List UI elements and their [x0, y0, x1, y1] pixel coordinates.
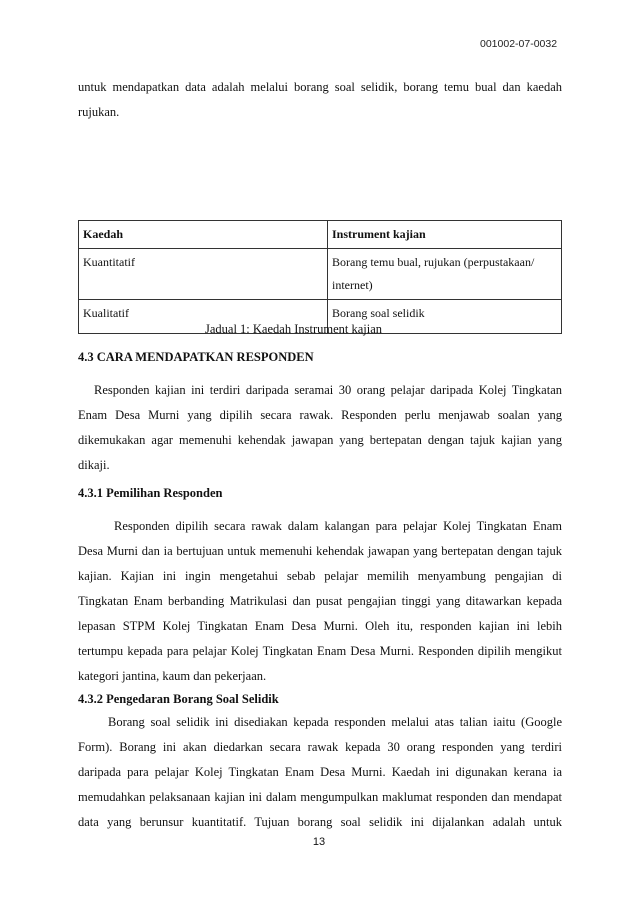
text-line: Borang soal selidik ini disediakan kepada responden melalui atas talian iaitu (Google: [108, 715, 562, 729]
text-line: Tingkatan Enam berbanding Matrikulasi dan pusat pengajian tinggi yang ditawarkan kepada: [78, 594, 562, 608]
table-cell: Kuantitatif: [79, 249, 328, 300]
subsection-heading: 4.3.1 Pemilihan Responden: [78, 486, 223, 500]
text-line: Responden kajian ini terdiri daripada seramai 30 orang pelajar daripada Kolej Tingkatan: [94, 383, 562, 397]
section-heading: 4.3 CARA MENDAPATKAN RESPONDEN: [78, 350, 314, 364]
table-cell: [328, 249, 562, 300]
table-cell: Kualitatif: [79, 300, 328, 334]
text-line: memudahkan pelaksanaan kajian ini dalam mengumpulkan maklumat responden dan mendapat: [78, 790, 562, 804]
table-header-cell: Instrument kajian: [328, 221, 562, 249]
method-table: [78, 220, 562, 334]
text-line: Desa Murni dan ia bertujuan untuk memenuhi kehendak jawapan yang bertepatan dengan tajuk: [78, 544, 562, 558]
section-paragraph: [78, 514, 562, 689]
document-id: 001002-07-0032: [480, 38, 558, 50]
table-header-row: [79, 221, 562, 249]
table-cell: Borang soal selidik: [328, 300, 562, 334]
table-cell-line: Borang temu bual, rujukan (perpustakaan/: [332, 255, 535, 269]
text-line: data yang berunsur kuantitatif. Tujuan borang soal selidik ini dijalankan adalah untuk: [78, 815, 562, 829]
table-row: [79, 249, 562, 300]
text-line: Form). Borang ini akan diedarkan secara rawak kepada 30 orang responden yang terdiri: [78, 740, 562, 754]
section-paragraph: [78, 378, 562, 478]
text-line: dikaji.: [78, 458, 110, 472]
table-caption: Jadual 1: Kaedah Instrument kajian: [205, 322, 383, 336]
text-line: untuk mendapatkan data adalah melalui borang soal selidik, borang temu bual dan kaedah: [78, 80, 562, 94]
page-number: 13: [312, 836, 326, 848]
text-line: rujukan.: [78, 105, 120, 119]
table-header-cell: Kaedah: [79, 221, 328, 249]
table-cell-line: internet): [332, 278, 373, 292]
text-line: lepasan STPM Kolej Tingkatan Enam Desa Murni. Oleh itu, responden kajian ini lebih: [78, 619, 562, 633]
text-line: tertumpu kepada para pelajar Kolej Tingkatan Enam Desa Murni. Responden dipilih mengikut: [78, 644, 562, 658]
text-line: Responden dipilih secara rawak dalam kalangan para pelajar Kolej Tingkatan Enam: [114, 519, 562, 533]
text-line: dikemukakan agar memenuhi kehendak jawapan yang bertepatan dengan tajuk kajian yang: [78, 433, 562, 447]
text-line: Enam Desa Murni yang dipilih secara rawak. Responden perlu menjawab soalan yang: [78, 408, 562, 422]
text-line: kajian. Kajian ini ingin mengetahui sebab pelajar memilih menyambung pengajian di: [78, 569, 562, 583]
text-line: daripada para pelajar Kolej Tingkatan Enam Desa Murni. Kaedah ini digunakan kerana ia: [78, 765, 562, 779]
text-line: kategori jantina, kaum dan pekerjaan.: [78, 669, 267, 683]
section-paragraph: [78, 710, 562, 835]
subsection-heading: 4.3.2 Pengedaran Borang Soal Selidik: [78, 692, 279, 706]
intro-paragraph: [78, 75, 562, 125]
